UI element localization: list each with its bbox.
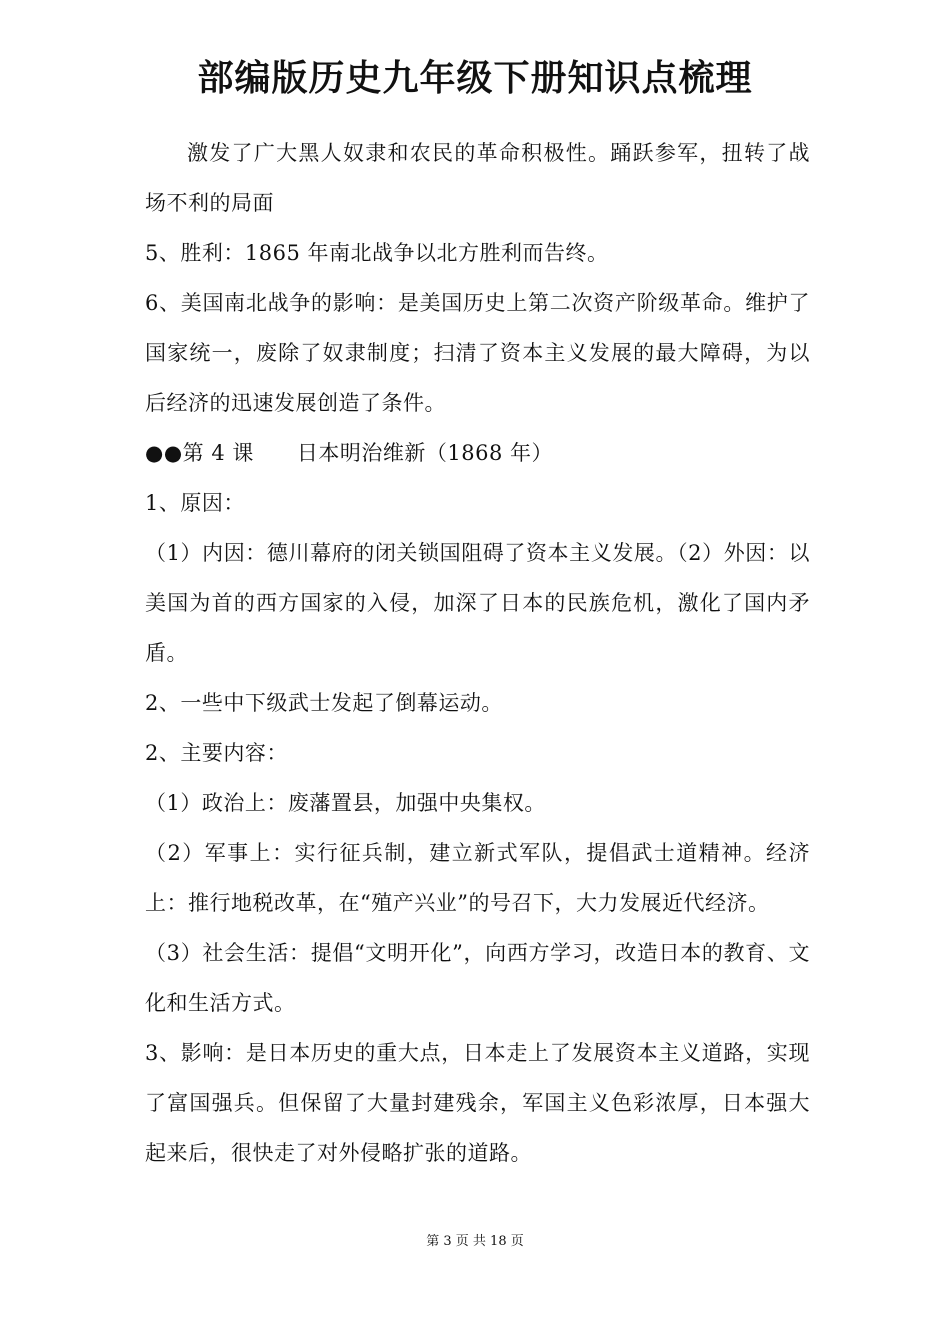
paragraph-causes-heading: 1、原因： (145, 491, 245, 515)
lesson-heading: ●●第 4 课 日本明治维新（1868 年） (145, 441, 553, 465)
paragraph-victory: 5、胜利：1865 年南北战争以北方胜利而告终。 (145, 241, 609, 265)
paragraph-military-economy: （2）军事上：实行征兵制，建立新式军队，提倡武士道精神。经济上：推行地税改革，在“殖产兴业”的号召下，大力发展近代经济。 (145, 841, 810, 915)
document-title: 部编版历史九年级下册知识点梳理 (197, 58, 753, 99)
paragraph-civil-war-impact: 6、美国南北战争的影响：是美国历史上第二次资产阶级革命。维护了国家统一，废除了奴隶制度；扫清了资本主义发展的最大障碍，为以后经济的迅速发展创造了条件。 (145, 291, 810, 415)
paragraph-samurai-movement: 2、一些中下级武士发起了倒幕运动。 (145, 691, 503, 715)
paragraph-social-life: （3）社会生活：提倡“文明开化”，向西方学习，改造日本的教育、文化和生活方式。 (145, 941, 810, 1015)
page-number-footer: 第 3 页 共 18 页 (426, 1234, 524, 1249)
paragraph-content-heading: 2、主要内容： (145, 741, 288, 765)
paragraph-continuation: 激发了广大黑人奴隶和农民的革命积极性。踊跃参军，扭转了战场不利的局面 (145, 141, 810, 215)
paragraph-politics: （1）政治上：废藩置县，加强中央集权。 (145, 791, 546, 815)
paragraph-causes: （1）内因：德川幕府的闭关锁国阻碍了资本主义发展。（2）外因：以美国为首的西方国家的入侵，加深了日本的民族危机，激化了国内矛盾。 (145, 541, 810, 665)
paragraph-impact: 3、影响：是日本历史的重大点，日本走上了发展资本主义道路，实现了富国强兵。但保留了大量封建残余，军国主义色彩浓厚，日本强大起来后，很快走了对外侵略扩张的道路。 (145, 1041, 810, 1165)
document-body (145, 128, 810, 1178)
